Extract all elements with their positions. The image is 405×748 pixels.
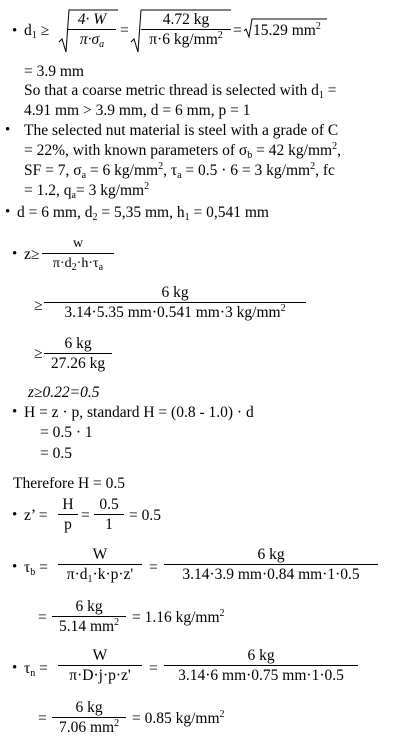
h-step-2: = 0.5 [40,445,72,462]
paragraph-2-line-3: SF = 7, $\sigma_a = 6$ $kg/mm^2$, $\tau_a = 0.5 \cdot 6 = 3$ $kg/mm^2$, fc [24,161,335,181]
bullet: • [5,122,11,138]
bullet: • [12,507,18,523]
equals: = [38,710,47,727]
z-label: z≥ [24,246,40,263]
d1-label: $d_1$ ≥ [24,22,50,41]
z2-ge: ≥ [34,297,43,314]
h-formula: H = z · p, standard H = (0.8 - 1.0) · d [24,404,254,421]
z-prime-label: z’ = [24,507,48,524]
fraction-w-over-pi-d1-k-p-z: $\frac{W}{\pi\cdot d_1\cdot k\cdot p\cdot z'}$ [58,545,142,584]
fraction-6kg-over-27-26kg: $\frac{6 kg}{27.26 kg}$ [44,334,112,373]
bullet: • [5,204,11,220]
bullet: • [12,23,18,39]
tau-n-result: = 0.85 $kg/mm^2$ [132,709,225,727]
fraction-4-72kg: $\frac{4.72 kg}{\pi\cdot 6 kg/mm^2}$ [141,10,231,49]
equals: = [120,22,129,39]
fraction-4w-over-pi-sigma: $\frac{4\cdot W}{\pi\cdot\sigma_a}$ [68,10,116,49]
paragraph-2-line-1: The selected nut material is steel with a grade of C [24,122,339,139]
fraction-w-over-pi-d2-h-tau: $\frac{w}{\pi\cdot d_2\cdot h\cdot\tau_a}$ [42,234,114,273]
equals: = [81,507,90,524]
tau-b-result: = 1.16 $kg/mm^2$ [132,608,225,626]
fraction-0-5-over-1: $\frac{0.5}{1}$ [94,495,124,534]
equals: = [149,559,158,576]
paragraph-2-line-4: = 1.2, $q_a= 3$ $kg/mm^2$ [24,181,150,201]
sqrt-15-29: 15.29 $mm^2$ [253,21,321,39]
z3-ge: ≥ [34,345,43,362]
equals: = [149,660,158,677]
bullet: • [12,559,18,575]
equals: = [38,609,47,626]
tau-b-label: $\tau_b$ = [24,559,48,578]
fraction-6kg-over-tau-n-product: $\frac{6 kg}{3.14\cdot 6 mm\cdot 0.75 mm\cdot 1\cdot 0.5}$ [164,646,358,685]
fraction-6kg-over-5-14mm2: $\frac{6 kg}{5.14 mm^2}$ [52,597,126,636]
fraction-6kg-over-7-06mm2: $\frac{6 kg}{7.06 mm^2}$ [52,698,126,737]
result-d1: = 3.9 mm [24,63,84,80]
z-prime-result: = 0.5 [129,507,161,524]
fraction-h-over-p: $\frac{H}{p}$ [58,495,78,534]
therefore-line: Therefore H = 0.5 [13,475,126,492]
equals: = [233,22,242,39]
sqrt-sign-3 [243,17,253,39]
bullet: • [12,246,18,262]
fraction-w-over-pi-d-j-p-z: $\frac{W}{\pi\cdot D\cdot j\cdot p\cdot z'}$ [58,646,142,685]
paragraph-1-line-2: 4.91 mm > 3.9 mm, d = 6 mm, p = 1 [24,102,251,119]
fraction-6kg-over-product: $\frac{6 kg}{3.14\cdot 5.35 mm\cdot 0.541 mm\cdot 3 kg/mm^2}$ [44,283,306,322]
bullet: • [12,660,18,676]
paragraph-1-line-1: So that a coarse metric thread is selected with $d_1$ = [24,82,337,101]
h-step-1: = 0.5 · 1 [40,424,93,441]
paragraph-3: d = 6 mm, $d_2 = 5,35$ mm, $h_1 = 0,541$ mm [17,204,269,223]
paragraph-2-line-2: = 22%, with known parameters of $\sigma_b = 42$ $kg/mm^2$, [24,141,341,161]
z-result: z≥0.22=0.5 [28,384,100,401]
fraction-6kg-over-tau-b-product: $\frac{6 kg}{3.14\cdot 3.9 mm\cdot 0.84 mm\cdot 1\cdot 0.5}$ [164,545,378,584]
bullet: • [12,404,18,420]
tau-n-label: $\tau_n$ = [24,660,48,679]
